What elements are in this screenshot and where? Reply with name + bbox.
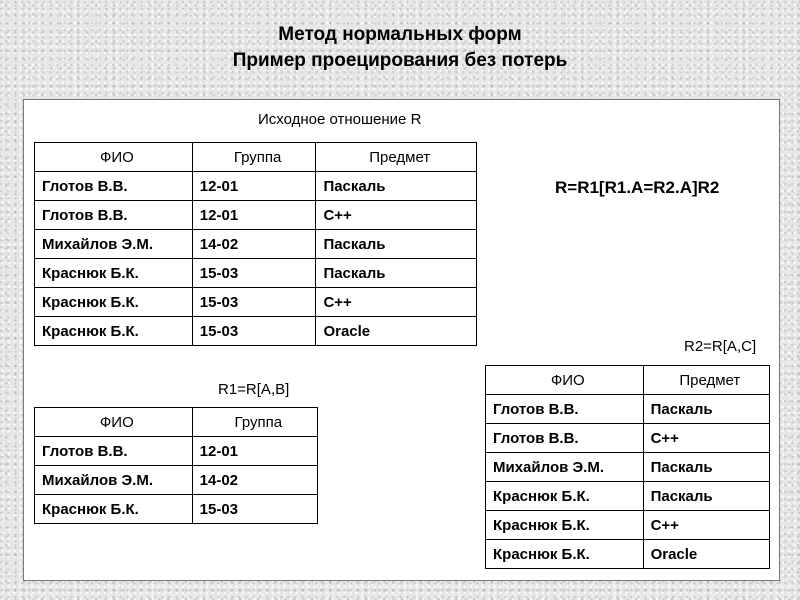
cell-subject: Паскаль — [316, 259, 477, 288]
cell-subject: Паскаль — [643, 482, 769, 511]
table-row — [486, 482, 770, 511]
cell-fio: Глотов В.В. — [35, 201, 193, 230]
cell-group: 15-03 — [192, 288, 316, 317]
cell-group: 12-01 — [192, 172, 316, 201]
cell-fio: Михайлов Э.М. — [486, 453, 644, 482]
cell-fio: Краснюк Б.К. — [35, 288, 193, 317]
table-header-row — [35, 143, 477, 172]
column-header-fio: ФИО — [35, 143, 193, 172]
table-row — [35, 317, 477, 346]
table-header-row — [35, 408, 318, 437]
table-row — [486, 424, 770, 453]
cell-group: 15-03 — [192, 495, 317, 524]
page-title: Метод нормальных форм — [278, 24, 522, 45]
column-header-subject: Предмет — [316, 143, 477, 172]
relation-r1-table — [34, 407, 318, 524]
cell-group: 15-03 — [192, 259, 316, 288]
cell-fio: Краснюк Б.К. — [35, 259, 193, 288]
cell-group: 12-01 — [192, 201, 316, 230]
cell-subject: Паскаль — [643, 453, 769, 482]
cell-group: 14-02 — [192, 466, 317, 495]
cell-subject: С++ — [316, 201, 477, 230]
table-row — [35, 172, 477, 201]
cell-subject: С++ — [316, 288, 477, 317]
table-row — [35, 201, 477, 230]
cell-subject: Паскаль — [643, 395, 769, 424]
cell-fio: Краснюк Б.К. — [486, 540, 644, 569]
cell-fio: Михайлов Э.М. — [35, 466, 193, 495]
cell-group: 15-03 — [192, 317, 316, 346]
table-row — [486, 453, 770, 482]
cell-subject: Паскаль — [316, 172, 477, 201]
cell-subject: Oracle — [316, 317, 477, 346]
cell-fio: Краснюк Б.К. — [486, 511, 644, 540]
cell-fio: Краснюк Б.К. — [35, 317, 193, 346]
column-header-group: Группа — [192, 408, 317, 437]
cell-fio: Михайлов Э.М. — [35, 230, 193, 259]
cell-fio: Краснюк Б.К. — [486, 482, 644, 511]
join-formula: R=R1[R1.A=R2.A]R2 — [555, 178, 720, 197]
table-row — [35, 259, 477, 288]
cell-fio: Глотов В.В. — [35, 172, 193, 201]
relation-r1-caption: R1=R[A,B] — [218, 381, 290, 398]
table-row — [35, 230, 477, 259]
cell-group: 12-01 — [192, 437, 317, 466]
column-header-subject: Предмет — [643, 366, 769, 395]
relation-r-table — [34, 142, 477, 346]
table-row — [35, 495, 318, 524]
relation-r2-caption: R2=R[A,C] — [684, 338, 757, 355]
table-row — [486, 540, 770, 569]
cell-subject: Паскаль — [316, 230, 477, 259]
page-subtitle: Пример проецирования без потерь — [232, 50, 568, 71]
table-header-row — [486, 366, 770, 395]
column-header-fio: ФИО — [486, 366, 644, 395]
table-row — [35, 466, 318, 495]
cell-subject: С++ — [643, 511, 769, 540]
cell-subject: Oracle — [643, 540, 769, 569]
cell-fio: Глотов В.В. — [35, 437, 193, 466]
table-row — [486, 395, 770, 424]
cell-fio: Глотов В.В. — [486, 424, 644, 453]
cell-subject: С++ — [643, 424, 769, 453]
relation-r2-table — [485, 365, 770, 569]
table-row — [486, 511, 770, 540]
column-header-group: Группа — [192, 143, 316, 172]
relation-r-caption: Исходное отношение R — [258, 111, 422, 128]
cell-fio: Глотов В.В. — [486, 395, 644, 424]
table-row — [35, 437, 318, 466]
cell-fio: Краснюк Б.К. — [35, 495, 193, 524]
table-row — [35, 288, 477, 317]
column-header-fio: ФИО — [35, 408, 193, 437]
cell-group: 14-02 — [192, 230, 316, 259]
